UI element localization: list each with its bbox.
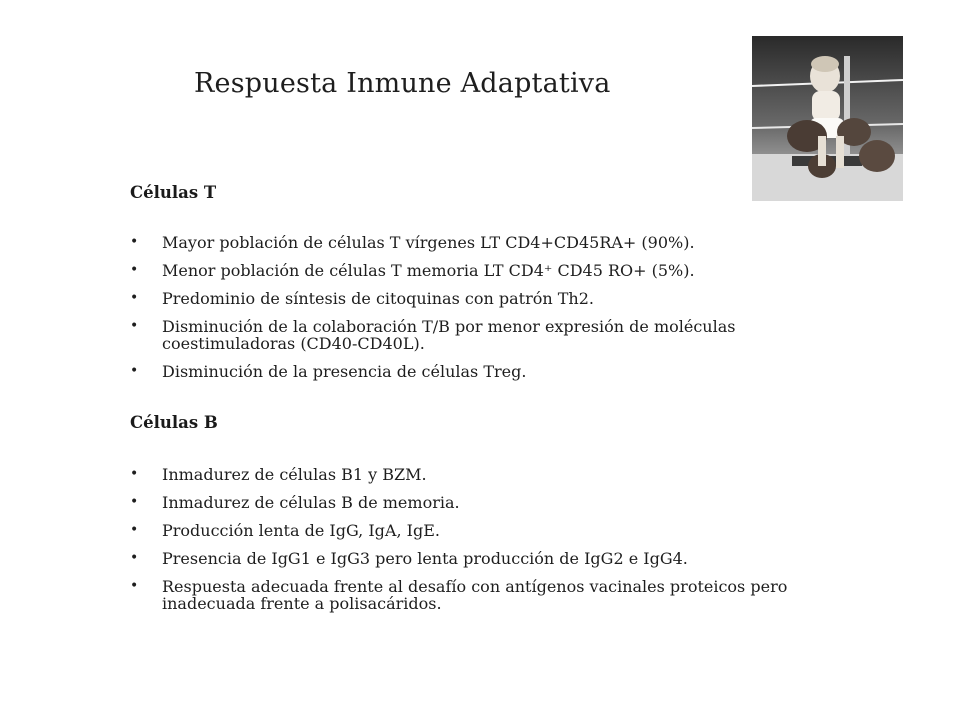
list-item: • Respuesta adecuada frente al desafío con antígenos vacinales proteicos pero inadecuada frente a polisacáridos. (130, 578, 870, 612)
list-item: • Disminución de la colaboración T/B por menor expresión de moléculas coestimuladoras (CD40-CD40L). (130, 318, 870, 352)
bullet-list-celulas-b (130, 466, 870, 623)
section-heading-celulas-b: Células B (130, 413, 218, 432)
list-item: • Inmadurez de células B1 y BZM. (130, 466, 870, 483)
list-item: • Predominio de síntesis de citoquinas con patrón Th2. (130, 290, 870, 307)
bullet-list-celulas-t (130, 234, 870, 391)
section-heading-celulas-t: Células T (130, 183, 217, 202)
list-item: • Producción lenta de IgG, IgA, IgE. (130, 522, 870, 539)
list-item: • Presencia de IgG1 e IgG3 pero lenta producción de IgG2 e IgG4. (130, 550, 870, 567)
slide-title: Respuesta Inmune Adaptativa (194, 68, 611, 99)
list-item: • Menor población de células T memoria LT CD4⁺ CD45 RO+ (5%). (130, 262, 870, 279)
baby-boxer-photo (752, 36, 903, 201)
list-item: • Mayor población de células T vírgenes LT CD4+CD45RA+ (90%). (130, 234, 870, 251)
list-item: • Inmadurez de células B de memoria. (130, 494, 870, 511)
list-item: • Disminución de la presencia de células Treg. (130, 363, 870, 380)
